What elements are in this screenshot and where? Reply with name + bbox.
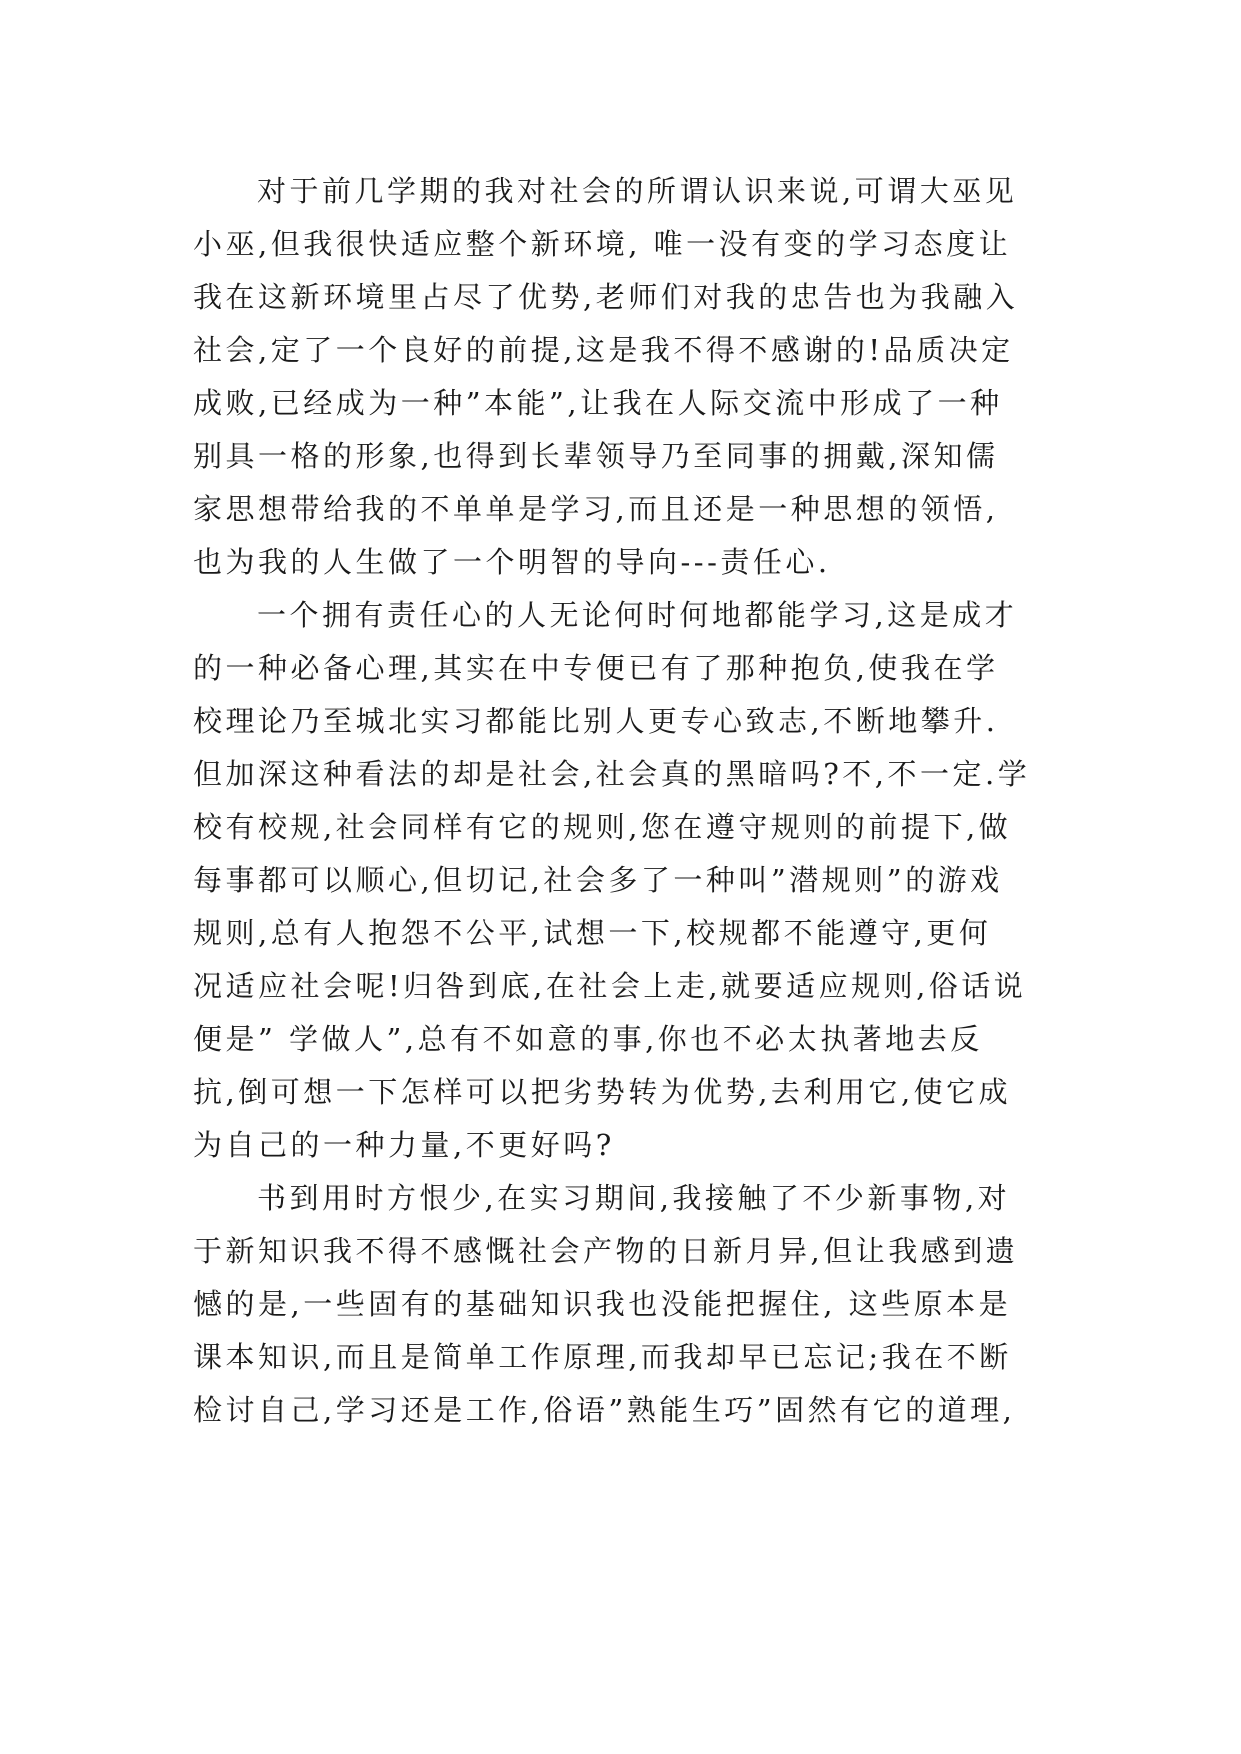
- text-line: 成败,已经成为一种”本能”,让我在人际交流中形成了一种: [193, 386, 1003, 420]
- text-line: 我在这新环境里占尽了优势,老师们对我的忠告也为我融入: [193, 280, 1019, 314]
- text-line: 校理论乃至城北实习都能比别人更专心致志,不断地攀升.: [193, 704, 999, 738]
- text-line: 小巫,但我很快适应整个新环境, 唯一没有变的学习态度让: [193, 227, 1012, 261]
- text-line: 每事都可以顺心,但切记,社会多了一种叫”潜规则”的游戏: [193, 863, 1003, 897]
- text-line: 一个拥有责任心的人无论何时何地都能学习,这是成才: [257, 598, 1018, 632]
- text-line: 家思想带给我的不单单是学习,而且还是一种思想的领悟,: [193, 492, 999, 526]
- text-line: 书到用时方恨少,在实习期间,我接触了不少新事物,对: [257, 1181, 1011, 1215]
- text-line: 但加深这种看法的却是社会,社会真的黑暗吗?不,不一定.学: [193, 757, 1031, 791]
- text-line: 课本知识,而且是简单工作原理,而我却早已忘记;我在不断: [193, 1340, 1012, 1374]
- document-body: [193, 165, 1053, 1437]
- text-line: 于新知识我不得不感慨社会产物的日新月异,但让我感到遗: [193, 1234, 1019, 1268]
- text-line: 规则,总有人抱怨不公平,试想一下,校规都不能遵守,更何: [193, 916, 992, 950]
- text-line: 也为我的人生做了一个明智的导向---责任心.: [193, 545, 831, 579]
- text-line: 社会,定了一个良好的前提,这是我不得不感谢的!品质决定: [193, 333, 1014, 367]
- text-line: 为自己的一种力量,不更好吗?: [193, 1128, 615, 1162]
- text-line: 况适应社会呢!归咎到底,在社会上走,就要适应规则,俗话说: [193, 969, 1027, 1003]
- paragraph-1: [193, 165, 1053, 589]
- text-line: 检讨自己,学习还是工作,俗语”熟能生巧”固然有它的道理,: [193, 1393, 1016, 1427]
- text-line: 抗,倒可想一下怎样可以把劣势转为优势,去利用它,使它成: [193, 1075, 1012, 1109]
- text-line: 别具一格的形象,也得到长辈领导乃至同事的拥戴,深知儒: [193, 439, 999, 473]
- paragraph-3: [193, 1172, 1053, 1437]
- text-line: 便是” 学做人”,总有不如意的事,你也不必太执著地去反: [193, 1022, 983, 1056]
- text-line: 憾的是,一些固有的基础知识我也没能把握住, 这些原本是: [193, 1287, 1012, 1321]
- text-line: 校有校规,社会同样有它的规则,您在遵守规则的前提下,做: [193, 810, 1012, 844]
- text-line: 对于前几学期的我对社会的所谓认识来说,可谓大巫见: [257, 174, 1018, 208]
- text-line: 的一种必备心理,其实在中专便已有了那种抱负,使我在学: [193, 651, 999, 685]
- paragraph-2: [193, 589, 1053, 1172]
